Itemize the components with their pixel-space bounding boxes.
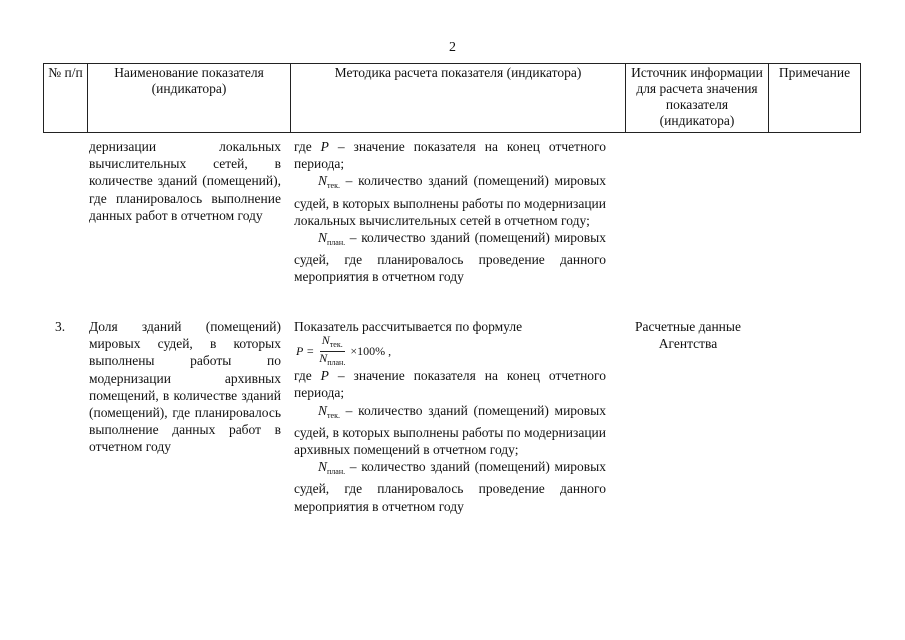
- ntek-subscript: тек.: [327, 181, 340, 191]
- row-cont-p-definition: [294, 138, 606, 172]
- formula-denominator: [317, 352, 347, 369]
- nplan-definition-text: – количество зданий (помещений) мировых судей, где планировалось проведение данного мероприятия в отчетном году: [294, 230, 606, 285]
- numerator-var: N: [321, 332, 330, 347]
- nplan-definition-text: – количество зданий (помещений) мировых судей, где планировалось проведение данного мероприятия в отчетном году: [294, 459, 606, 514]
- ntek-definition-text: – количество зданий (помещений) мировых судей, в которых выполнены работы по модернизации архивных помещений в отчетном году;: [294, 402, 607, 458]
- numerator-sub: тек.: [329, 339, 343, 349]
- formula-numerator: [320, 334, 345, 352]
- row3-method: [294, 318, 606, 515]
- header-note: Примечание: [769, 64, 861, 133]
- formula-fraction: [317, 334, 347, 369]
- where-word: где: [294, 368, 312, 384]
- p-variable: P: [320, 368, 329, 384]
- row-cont-nplan-definition: [294, 229, 606, 286]
- row3-nplan-definition: [294, 458, 606, 515]
- ntek-subscript: тек.: [327, 410, 340, 420]
- row-cont-method: [294, 138, 606, 286]
- header-name: Наименование показателя (индикатора): [88, 64, 291, 133]
- header-method: Методика расчета показателя (индикатора): [291, 64, 626, 133]
- header-source: Источник информации для расчета значения показателя (индикатора): [626, 64, 769, 133]
- ntek-variable: N: [318, 173, 328, 189]
- row-cont-name: дернизации локальных вычислительных сетей, в количестве зданий (помещений), где планировалось выполнение данных работ в отчетном году: [89, 139, 281, 223]
- row3-formula: [294, 332, 606, 367]
- formula-lhs: P =: [296, 343, 315, 358]
- denominator-sub: план.: [327, 357, 346, 367]
- table-header: [43, 63, 861, 133]
- ntek-definition-text: – количество зданий (помещений) мировых судей, в которых выполнены работы по модернизации локальных вычислительных сетей в отчетном году;: [294, 173, 607, 228]
- p-definition-text: – значение показателя на конец отчетного периода;: [294, 368, 606, 401]
- row3-number: 3.: [55, 319, 66, 334]
- formula-rhs: ×100% ,: [350, 343, 392, 358]
- nplan-variable: N: [318, 230, 328, 246]
- nplan-variable: N: [318, 459, 328, 475]
- p-variable: P: [320, 139, 329, 154]
- nplan-subscript: план.: [327, 467, 346, 477]
- row3-source: Расчетные данные Агентства: [635, 319, 741, 352]
- header-no: № п/п: [44, 64, 88, 133]
- p-definition-text: – значение показателя на конец отчетного периода;: [294, 139, 606, 172]
- denominator-var: N: [319, 350, 328, 365]
- page-number: 2: [449, 40, 456, 55]
- row3-intro: Показатель рассчитывается по формуле: [294, 319, 523, 334]
- nplan-subscript: план.: [327, 238, 346, 248]
- ntek-variable: N: [318, 402, 328, 418]
- where-word: где: [294, 139, 312, 154]
- row3-ntek-definition: [294, 402, 606, 459]
- row3-name: Доля зданий (помещений) мировых судей, в которых выполнены работы по модернизации архивных помещений, в количестве зданий (помещений), где планировалось выполнение данных работ в отчетном году: [89, 319, 281, 455]
- row3-p-definition: [294, 367, 606, 401]
- row-cont-ntek-definition: [294, 172, 606, 229]
